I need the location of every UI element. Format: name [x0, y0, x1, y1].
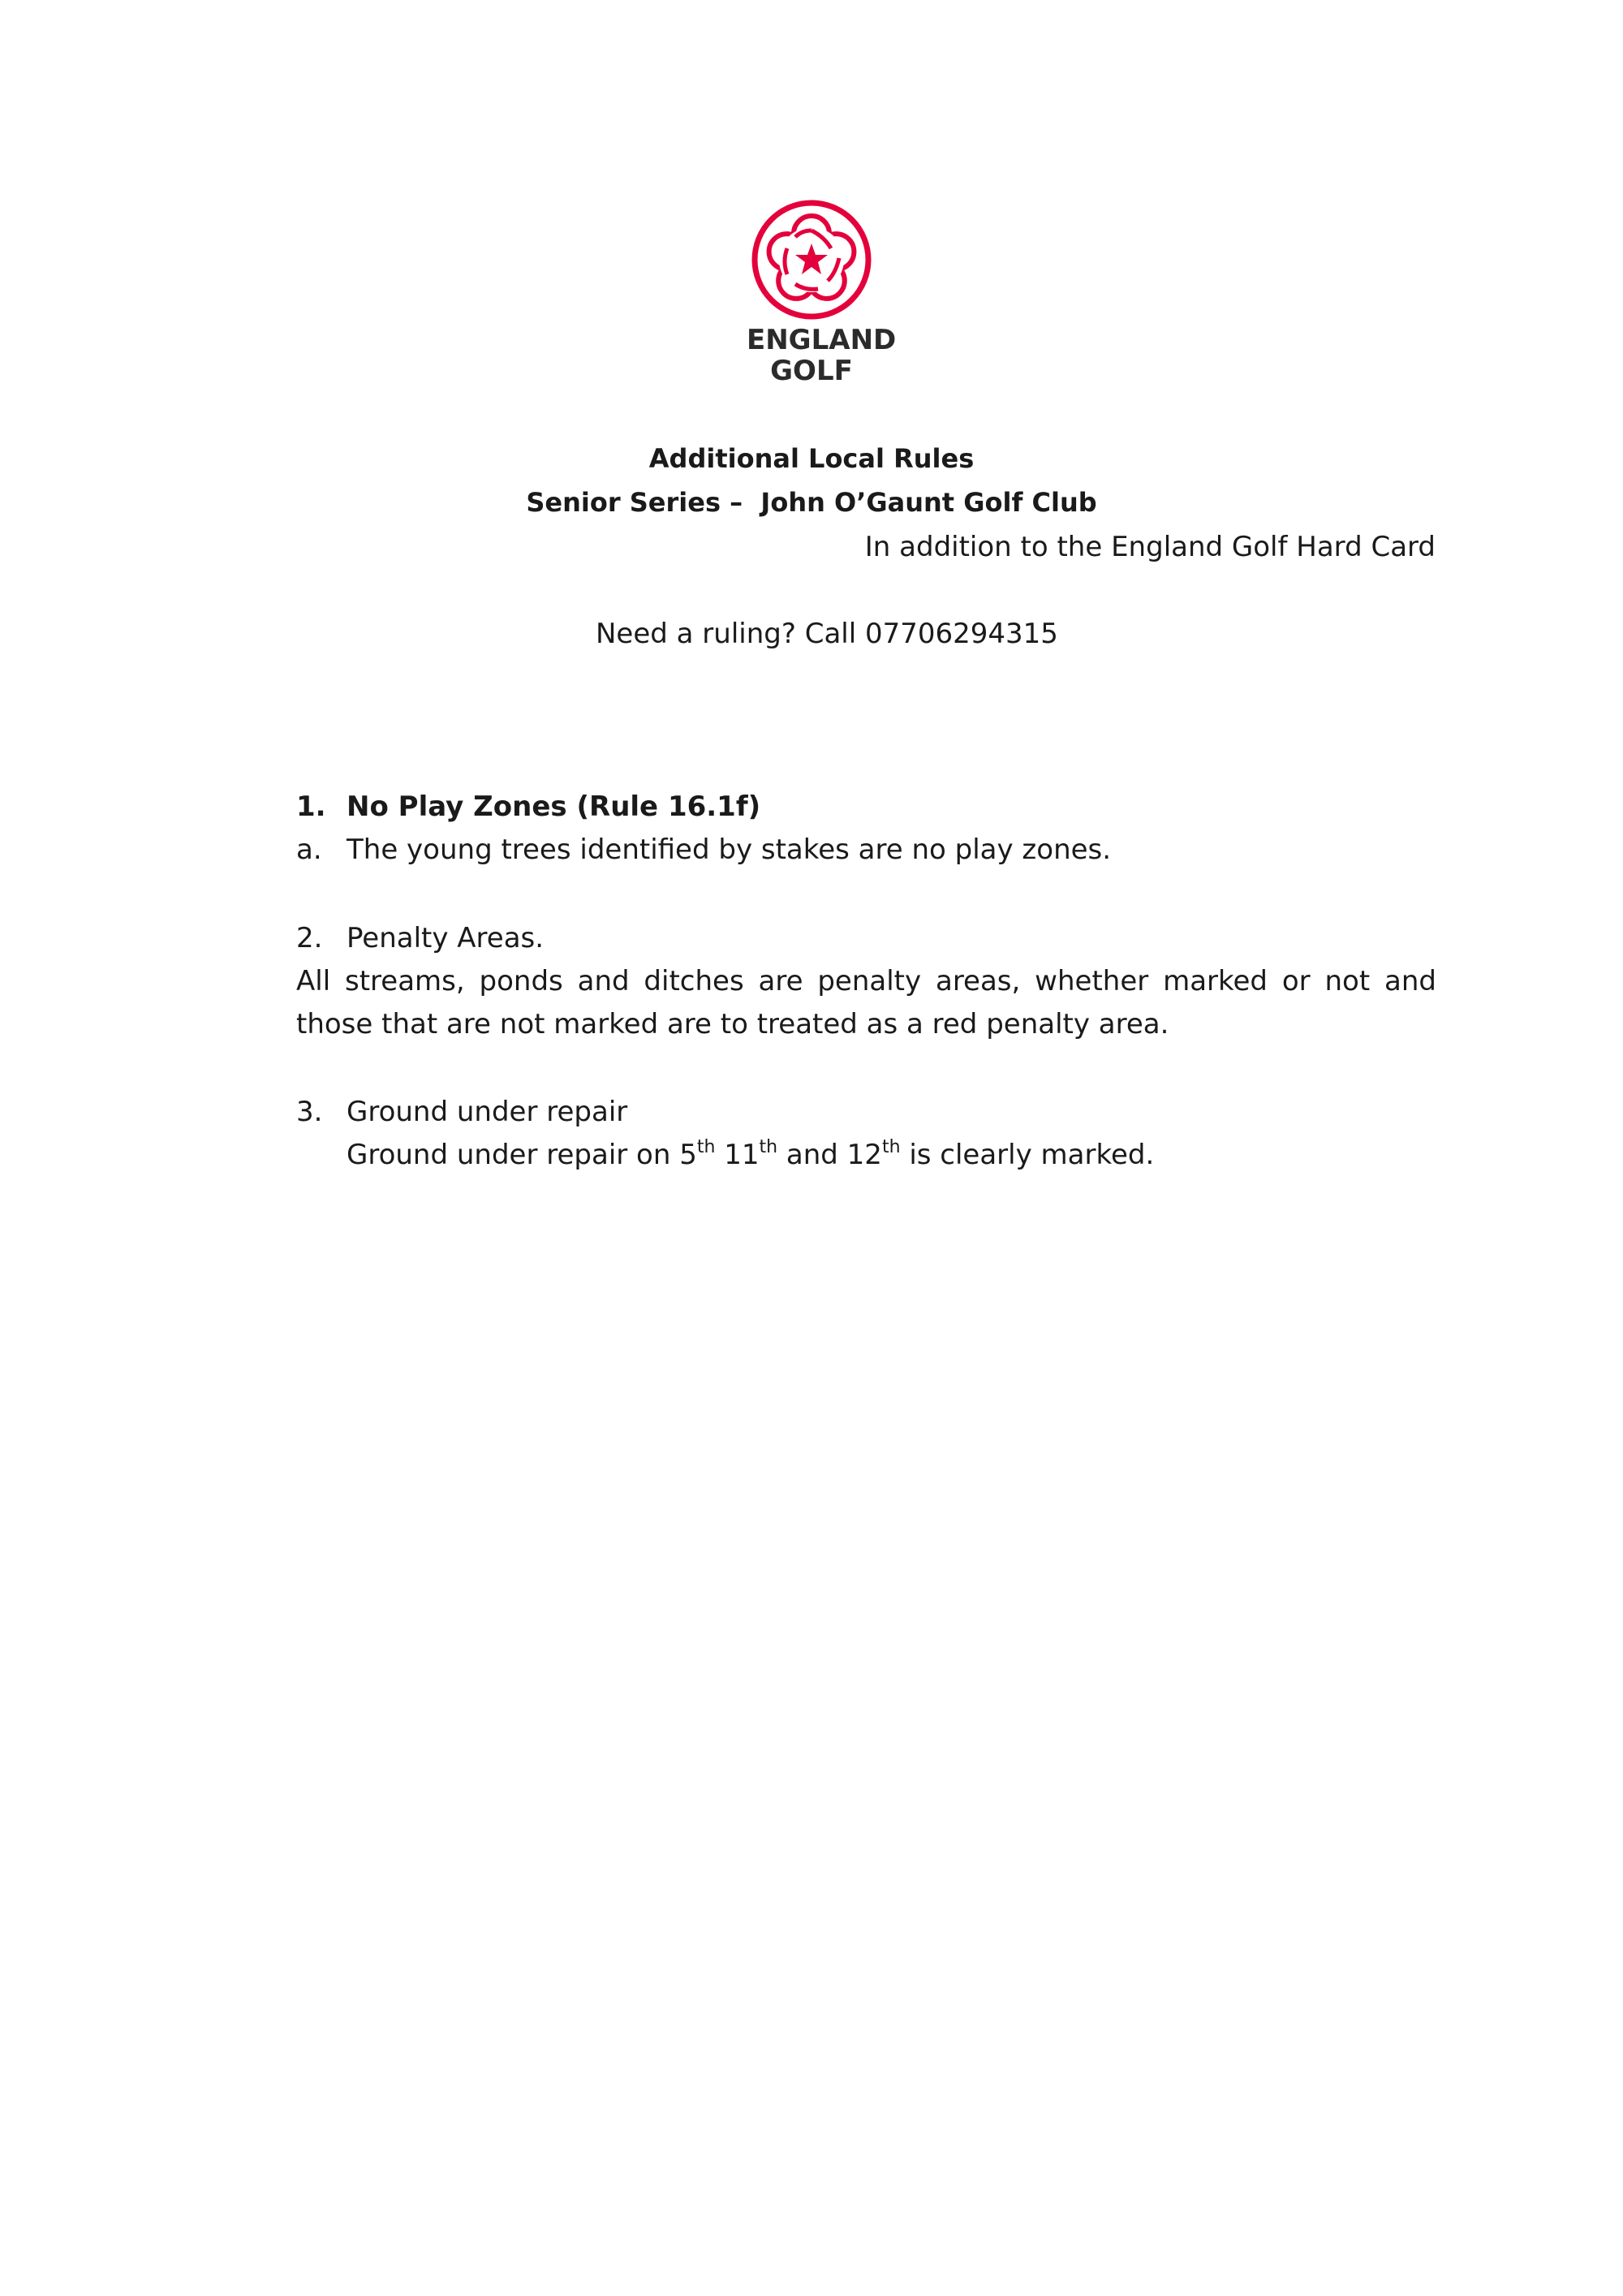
rule-item-letter: a. [296, 834, 322, 866]
logo-text-golf: GOLF [770, 355, 853, 387]
rule-text-start: Ground under repair on 5 [347, 1139, 697, 1171]
rule-text-mid: and 12 [777, 1139, 882, 1171]
rule-section-2 [296, 917, 1436, 1046]
england-golf-logo [747, 195, 897, 390]
rule-paragraph: All streams, ponds and ditches are penalty areas, whether marked or not and those that are not marked are to treated as a red penalty area. [296, 965, 1436, 1040]
rule-paragraph [296, 1134, 1436, 1177]
ruling-contact: Need a ruling? Call 07706294315 [596, 618, 1058, 650]
logo-text-england: ENGLAND [747, 324, 897, 356]
rule-number: 2. [296, 922, 323, 954]
rule-heading: Ground under repair [347, 1096, 628, 1128]
rule-heading: No Play Zones (Rule 16.1f) [347, 790, 761, 823]
rule-section-3 [296, 1091, 1436, 1177]
rule-section-1 [296, 786, 1436, 872]
document-subtitle: In addition to the England Golf Hard Card [864, 531, 1436, 563]
document-title: Additional Local Rules [648, 443, 975, 474]
ordinal-suffix: th [696, 1137, 716, 1157]
ordinal-suffix: th [759, 1137, 778, 1157]
event-title: Senior Series – John O’Gaunt Golf Club [526, 487, 1097, 518]
rule-heading: Penalty Areas. [347, 922, 545, 954]
rule-item-text: The young trees identified by stakes are no play zones. [347, 834, 1112, 866]
rule-text-mid: 11 [715, 1139, 760, 1171]
ordinal-suffix: th [881, 1137, 901, 1157]
rule-number: 3. [296, 1096, 323, 1128]
rule-text-end: is clearly marked. [900, 1139, 1155, 1171]
rule-number: 1. [296, 790, 326, 823]
england-golf-rose-icon [747, 195, 876, 325]
